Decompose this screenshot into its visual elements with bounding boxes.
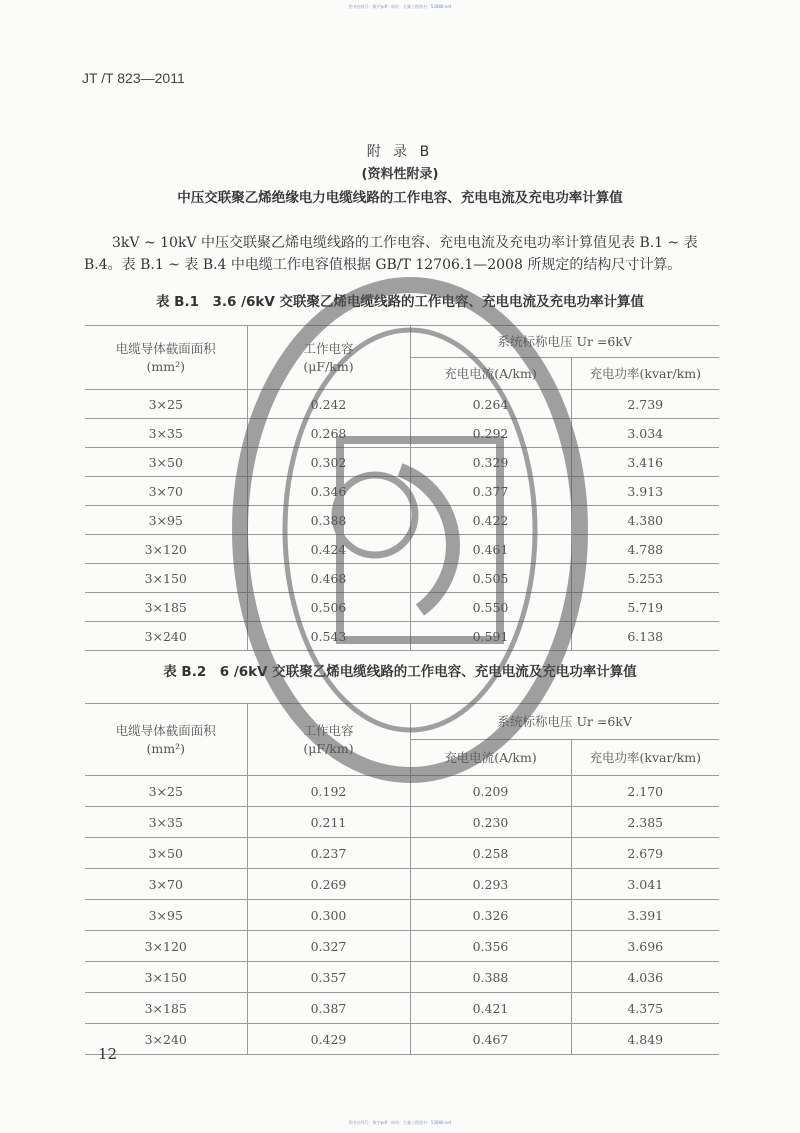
table-cell: 3×50 (85, 448, 247, 477)
table-cell: 4.380 (571, 506, 719, 535)
table-cell: 3×150 (85, 564, 247, 593)
table-cell: 0.422 (410, 506, 571, 535)
header-capacitance (247, 326, 410, 390)
header-voltage-group: 系统标称电压 Ur =6kV (410, 704, 719, 740)
table-cell: 3.391 (571, 900, 719, 931)
table-cell: 3×25 (85, 390, 247, 419)
table-row (85, 535, 719, 564)
table-cell: 0.388 (410, 962, 571, 993)
appendix-title: 附 录 B (366, 144, 434, 160)
table-cell: 0.230 (410, 807, 571, 838)
table-cell: 0.329 (410, 448, 571, 477)
table-cell: 4.375 (571, 993, 719, 1024)
table-cell: 0.209 (410, 776, 571, 807)
table-cell: 5.253 (571, 564, 719, 593)
table-cell: 3×35 (85, 807, 247, 838)
table-cell: 0.269 (247, 869, 410, 900)
header-unit: (mm²) (146, 740, 185, 756)
table-cell: 0.211 (247, 807, 410, 838)
table-cell: 2.170 (571, 776, 719, 807)
table-cell: 4.788 (571, 535, 719, 564)
intro-paragraph: 3kV ~ 10kV 中压交联聚乙烯电缆线路的工作电容、充电电流及充电功率计算值见表 B.1 ~ 表 B.4。表 B.1 ~ 表 B.4 中电缆工作电容值根据 GB/T 12706.1—2008 所规定的结构尺寸计算。 (84, 235, 698, 273)
table-cell: 3×240 (85, 622, 247, 651)
table-cell: 0.421 (410, 993, 571, 1024)
table-cell: 3×150 (85, 962, 247, 993)
table-cell: 0.300 (247, 900, 410, 931)
table-cell: 0.461 (410, 535, 571, 564)
table-cell: 0.264 (410, 390, 571, 419)
header-charging-power: 充电功率(kvar/km) (571, 358, 719, 390)
table-cell: 6.138 (571, 622, 719, 651)
table-cell: 5.719 (571, 593, 719, 622)
table-cell: 3×185 (85, 993, 247, 1024)
header-text: 工作电容 (303, 340, 354, 356)
table-row (85, 993, 719, 1024)
table-cell: 0.550 (410, 593, 571, 622)
table-cell: 4.849 (571, 1024, 719, 1055)
table-row (85, 564, 719, 593)
table-row (85, 390, 719, 419)
table-row (85, 506, 719, 535)
table-cell: 0.377 (410, 477, 571, 506)
table-cell: 3×35 (85, 419, 247, 448)
table-cell: 0.268 (247, 419, 410, 448)
appendix-heading: 中压交联聚乙烯绝缘电力电缆线路的工作电容、充电电流及充电功率计算值 (177, 190, 623, 206)
header-capacitance (247, 704, 410, 776)
table-cell: 0.388 (247, 506, 410, 535)
table-b1 (85, 325, 719, 651)
table-cell: 4.036 (571, 962, 719, 993)
table-cell: 0.387 (247, 993, 410, 1024)
table-row (85, 622, 719, 651)
header-charging-current: 充电电流(A/km) (410, 740, 571, 776)
table-cell: 0.292 (410, 419, 571, 448)
table-row (85, 900, 719, 931)
table-row (85, 419, 719, 448)
header-text: 工作电容 (303, 722, 354, 738)
table-cell: 0.505 (410, 564, 571, 593)
table-b2 (85, 703, 719, 1055)
header-unit: (μF/km) (303, 740, 354, 756)
table-cell: 3×120 (85, 535, 247, 564)
header-charging-power: 充电功率(kvar/km) (571, 740, 719, 776)
table-cell: 3×95 (85, 506, 247, 535)
table-b1-caption: 表 B.1 3.6 /6kV 交联聚乙烯电缆线路的工作电容、充电电流及充电功率计算值 (155, 294, 645, 310)
table-row (85, 1024, 719, 1055)
table-cell: 0.591 (410, 622, 571, 651)
table-cell: 2.385 (571, 807, 719, 838)
table-cell: 3×185 (85, 593, 247, 622)
table-row (85, 869, 719, 900)
table-cell: 3×240 (85, 1024, 247, 1055)
table-row (85, 448, 719, 477)
header-unit: (μF/km) (303, 358, 354, 374)
table-cell: 3.696 (571, 931, 719, 962)
table-row (85, 776, 719, 807)
table-row (85, 931, 719, 962)
table-cell: 3.041 (571, 869, 719, 900)
table-cell: 3×70 (85, 477, 247, 506)
table-cell: 3×25 (85, 776, 247, 807)
top-watermark: 图书在线号：数字pdf · 网站：大量工程图书 · 53088.net (348, 4, 452, 9)
table-cell: 0.346 (247, 477, 410, 506)
table-cell: 3.913 (571, 477, 719, 506)
table-cell: 3×95 (85, 900, 247, 931)
table-cell: 0.302 (247, 448, 410, 477)
header-text: 电缆导体截面面积 (115, 340, 216, 356)
table-cell: 3.034 (571, 419, 719, 448)
table-row (85, 962, 719, 993)
table-cell: 0.327 (247, 931, 410, 962)
standard-number: JT /T 823—2011 (82, 70, 185, 86)
table-cell: 0.506 (247, 593, 410, 622)
table-cell: 3×120 (85, 931, 247, 962)
table-cell: 0.467 (410, 1024, 571, 1055)
header-text: 电缆导体截面面积 (115, 722, 216, 738)
table-cell: 0.258 (410, 838, 571, 869)
header-voltage-group: 系统标称电压 Ur =6kV (410, 326, 719, 358)
bottom-watermark: 图书在线号：数字pdf · 网站：大量工程图书 · 53088.net (348, 1120, 452, 1125)
table-cell: 0.429 (247, 1024, 410, 1055)
table-row (85, 838, 719, 869)
header-charging-current: 充电电流(A/km) (410, 358, 571, 390)
page-number: 12 (98, 1045, 118, 1063)
table-cell: 3.416 (571, 448, 719, 477)
table-cell: 0.326 (410, 900, 571, 931)
table-cell: 0.293 (410, 869, 571, 900)
header-cross-section (85, 326, 247, 390)
appendix-type: (资料性附录) (361, 167, 439, 182)
table-cell: 3×50 (85, 838, 247, 869)
header-unit: (mm²) (146, 358, 185, 374)
table-cell: 2.679 (571, 838, 719, 869)
table-cell: 0.543 (247, 622, 410, 651)
table-cell: 0.237 (247, 838, 410, 869)
table-row (85, 593, 719, 622)
table-b2-caption: 表 B.2 6 /6kV 交联聚乙烯电缆线路的工作电容、充电电流及充电功率计算值 (163, 664, 637, 680)
table-cell: 0.356 (410, 931, 571, 962)
table-cell: 0.242 (247, 390, 410, 419)
table-cell: 2.739 (571, 390, 719, 419)
table-cell: 0.192 (247, 776, 410, 807)
table-cell: 0.468 (247, 564, 410, 593)
table-row (85, 807, 719, 838)
table-cell: 0.424 (247, 535, 410, 564)
table-cell: 0.357 (247, 962, 410, 993)
table-row (85, 477, 719, 506)
table-cell: 3×70 (85, 869, 247, 900)
header-cross-section (85, 704, 247, 776)
